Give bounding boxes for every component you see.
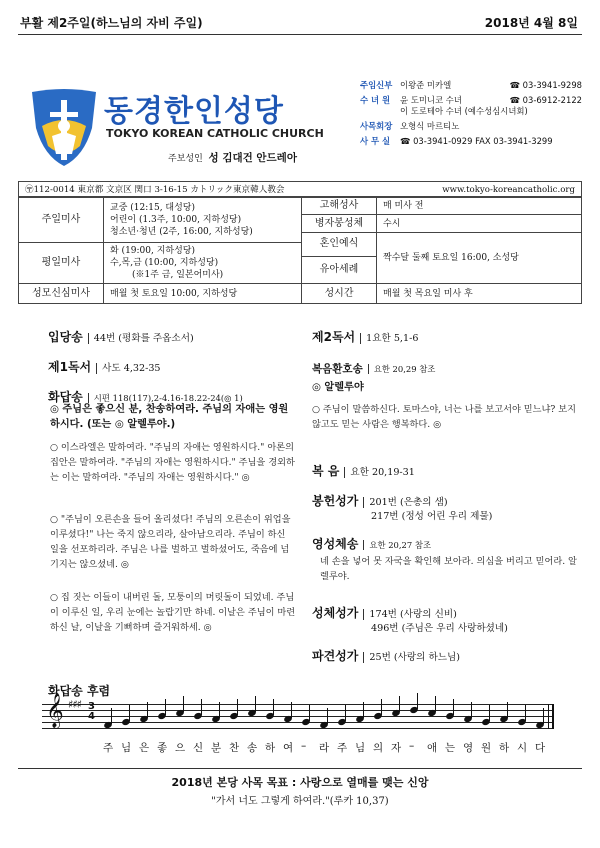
contact-phone: ☎ 03-6912-2122	[509, 95, 582, 105]
offertory-label: 봉헌성가	[312, 494, 359, 508]
note-stem	[201, 699, 202, 715]
lyric-syllable: 송	[247, 742, 258, 754]
note-stem	[435, 696, 436, 712]
recessional-value: 25번 (사랑의 하느님)	[363, 652, 460, 663]
communion-value: 174번 (사랑의 신비)	[363, 609, 457, 620]
note-stem	[453, 699, 454, 715]
note-stem	[273, 699, 274, 715]
lyric-syllable: 님	[121, 742, 132, 754]
contact-phone: ☎ 03-3941-9298	[509, 80, 582, 90]
gospel-acclamation	[312, 357, 582, 376]
gospel-value: 요한 20,19-31	[344, 467, 415, 478]
psalm-verse: ○ "주님이 오른손을 들어 올리셨다! 주님의 오른손이 위업을 이루셨다!" 나는 죽지 않으리라, 살아남으리라. 주님이 하신 일을 선포하리라. 주님은 나를 벌하고 벌하셨어도, 죽음에 넘기지는 않으셨네. ◎	[50, 514, 291, 570]
communion-antiphon	[312, 533, 582, 552]
contact-row	[360, 95, 582, 117]
contact-row	[360, 136, 582, 147]
contact-name: 윤 도미니코 수녀	[400, 95, 462, 105]
psalm-verse: ○ 이스라엘은 말하여라. "주님의 자애는 영원하시다." 아론의 집안은 말하여라. "주님의 자애는 영원하시다." 주님을 경외하는 이는 말하여라. "주님의 자애는 영원하시다." ◎	[50, 442, 295, 483]
lyric-syllable: 주	[337, 742, 348, 754]
contact-block	[360, 80, 582, 151]
confession-label: 고해성사	[302, 198, 377, 215]
contact-key: 사목회장	[360, 121, 393, 131]
alleluia-verse: ○ 주님이 말씀하신다. 토마스야, 너는 나를 보고서야 믿느냐? 보지 않고도 믿는 사람은 행복하다. ◎	[312, 404, 577, 430]
psalm-value: 시편 118(117),2-4.16-18.22-24(◎ 1)	[88, 393, 243, 403]
contact-name: 이왕준 미카엘	[400, 80, 452, 90]
lyric-syllable: 영	[463, 742, 474, 754]
holy-mother-mass-label: 성모신심미사	[19, 284, 104, 304]
sunday-mass-label: 주일미사	[19, 198, 104, 243]
entrance-value: 44번 (평화를 주옵소서)	[88, 333, 194, 344]
sick-communion-time: 수시	[377, 215, 582, 233]
patron-name: 성 김대건 안드레아	[208, 152, 297, 164]
offertory-value: 201번 (은총의 샘)	[363, 497, 447, 508]
communion-value: 496번 (주님은 우리 사랑하셨네)	[371, 623, 508, 634]
lyric-syllable: –	[301, 740, 307, 752]
note-stem	[525, 705, 526, 721]
contact-row	[360, 80, 582, 91]
lyric-syllable: 원	[481, 742, 492, 754]
gospel	[312, 460, 582, 479]
key-signature-icon: ♯♯♯	[68, 698, 81, 711]
lyric-syllable: 은	[139, 742, 150, 754]
lyric-syllable: 애	[427, 742, 438, 754]
lyric-syllable: 자	[391, 742, 402, 754]
lyric-syllable: 는	[445, 742, 456, 754]
offertory-value: 217번 (정성 어린 우리 제물)	[371, 511, 493, 522]
lyric-syllable: 시	[517, 742, 528, 754]
note-stem	[165, 699, 166, 715]
first-reading-value: 사도 4,32-35	[96, 363, 160, 374]
lyric-syllable: 다	[535, 742, 546, 754]
church-name: 동경한인성당	[104, 94, 284, 129]
contact-name: 오형식 마르티노	[400, 121, 460, 131]
psalm-verse: ○ 집 짓는 이들이 내버린 돌, 모퉁이의 머릿돌이 되었네. 주님이 이루신 일, 우리 눈에는 놀랍기만 하네. 이날은 주님이 마련하신 날, 이날을 기뻐하며 즐거워하세. ◎	[50, 592, 296, 633]
time-signature-icon: 3 4	[88, 701, 95, 722]
note-stem	[291, 702, 292, 718]
lyric-syllable: 신	[193, 742, 204, 754]
contact-extra: 이 도로테아 수녀 (예수성심시녀회)	[400, 106, 528, 116]
psalm-response: ◎ 주님은 좋으신 분, 찬송하여라. 주님의 자애는 영원하시다. (또는 ◎ 알렐루야.)	[50, 404, 289, 430]
gospel-label: 복 음	[312, 464, 340, 478]
entrance-hymn	[48, 326, 298, 345]
note-stem	[129, 705, 130, 721]
church-name-english: TOKYO KOREAN CATHOLIC CHURCH	[106, 127, 324, 140]
lyric-syllable: 하	[499, 742, 510, 754]
psalm-label: 화답송	[48, 390, 83, 404]
schedule-line: 어린이 (1.3주, 10:00, 지하성당)	[110, 215, 242, 225]
alleluia: ◎ 알렐루야	[312, 382, 364, 393]
weekday-mass-label: 평일미사	[19, 243, 104, 284]
schedule-line: 화 (19:00, 지하성당)	[110, 246, 196, 256]
offertory-hymn	[312, 490, 582, 509]
bulletin-date: 2018년 4월 8일	[484, 16, 578, 30]
note-stem	[309, 705, 310, 721]
note-stem	[507, 702, 508, 718]
note-stem	[399, 696, 400, 712]
second-reading-value: 1요한 5,1-6	[360, 333, 418, 344]
gospel-acclamation-label: 복음환호송	[312, 363, 363, 375]
note-stem	[471, 702, 472, 718]
recessional-hymn	[312, 645, 582, 664]
weekday-mass-times	[104, 243, 302, 284]
refrain-title: 화답송 후렴	[48, 684, 111, 698]
lyric-syllable: 주	[103, 742, 114, 754]
contact-key: 수 녀 원	[360, 95, 391, 105]
contact-key: 주임신부	[360, 80, 393, 90]
communion-label: 성체성가	[312, 606, 359, 620]
pastoral-quote: "가서 너도 그렇게 하여라."(루카 10,37)	[211, 796, 389, 807]
patron-saint	[168, 150, 297, 165]
schedule-line: (※1주 금, 일본어미사)	[132, 270, 224, 280]
lyric-syllable: 분	[211, 742, 222, 754]
treble-clef-icon: 𝄞	[46, 693, 64, 728]
note-stem	[327, 708, 328, 724]
lyric-syllable: 찬	[229, 742, 240, 754]
gospel-acclamation-value: 요한 20,29 참조	[368, 364, 436, 374]
lyric-syllable: –	[409, 740, 415, 752]
holy-mother-mass-time: 매월 첫 토요일 10:00, 지하성당	[104, 284, 302, 304]
address-text: 〶112-0014 東京都 文京区 関口 3-16-15 カトリック東京韓人教会	[25, 185, 285, 195]
lyric-syllable: 하	[265, 742, 276, 754]
holy-hour-label: 성시간	[302, 284, 377, 304]
note-stem	[111, 708, 112, 724]
lyric-syllable: 님	[355, 742, 366, 754]
note-stem	[183, 696, 184, 712]
lyric-syllable: 좋	[157, 742, 168, 754]
entrance-label: 입당송	[48, 330, 83, 344]
second-reading-label: 제2독서	[312, 330, 356, 344]
note-stem	[543, 708, 544, 724]
lyric-syllable: 으	[175, 742, 186, 754]
communion-hymn	[312, 602, 582, 621]
note-stem	[381, 699, 382, 715]
schedule-line: 교중 (12:15, 대성당)	[110, 203, 196, 213]
mass-schedule-table	[18, 197, 582, 304]
pastoral-goal: 2018년 본당 사목 목표 : 사랑으로 열매를 맺는 신앙	[171, 776, 429, 789]
infant-baptism-label: 유아세례	[302, 256, 377, 283]
second-reading	[312, 326, 582, 345]
first-reading	[48, 356, 298, 375]
contact-row	[360, 121, 582, 132]
note-stem	[345, 705, 346, 721]
note-stem	[219, 702, 220, 718]
recessional-label: 파견성가	[312, 649, 359, 663]
note-stem	[417, 693, 418, 709]
note-stem	[489, 705, 490, 721]
patron-label: 주보성인	[168, 154, 203, 164]
note-stem	[237, 699, 238, 715]
note-stem	[363, 702, 364, 718]
address-bar	[18, 181, 582, 197]
website-link[interactable]: www.tokyo-koreancatholic.org	[442, 185, 575, 195]
marriage-baptism-time: 짝수달 둘째 토요일 16:00, 소성당	[377, 233, 582, 284]
note-stem	[147, 702, 148, 718]
footer-rule	[18, 768, 582, 769]
confession-time: 매 미사 전	[377, 198, 582, 215]
contact-key: 사 무 실	[360, 136, 391, 146]
marriage-label: 혼인예식	[302, 233, 377, 257]
note-stem	[255, 696, 256, 712]
holy-hour-time: 매월 첫 목요일 미사 후	[377, 284, 582, 304]
communion-antiphon-label: 영성체송	[312, 537, 359, 551]
lyric-syllable: 여	[283, 742, 294, 754]
church-logo-icon	[28, 86, 100, 168]
communion-antiphon-ref: 요한 20,27 참조	[363, 540, 431, 550]
contact-phone: ☎ 03-3941-0929 FAX 03-3941-3299	[400, 136, 553, 146]
header-rule	[18, 34, 582, 35]
communion-antiphon-text: 네 손을 넣어 못 자국을 확인해 보아라. 의심을 버리고 믿어라. 알렐루야.	[320, 556, 577, 582]
sick-communion-label: 병자봉성체	[302, 215, 377, 233]
sunday-mass-times	[104, 198, 302, 243]
first-reading-label: 제1독서	[48, 360, 92, 374]
lyric-syllable: 의	[373, 742, 384, 754]
schedule-line: 수,목,금 (10:00, 지하성당)	[110, 258, 219, 268]
schedule-line: 청소년·청년 (2주, 16:00, 지하성당)	[110, 227, 253, 237]
lyric-syllable: 라	[319, 742, 330, 754]
occasion-title: 부활 제2주일(하느님의 자비 주일)	[20, 16, 203, 30]
